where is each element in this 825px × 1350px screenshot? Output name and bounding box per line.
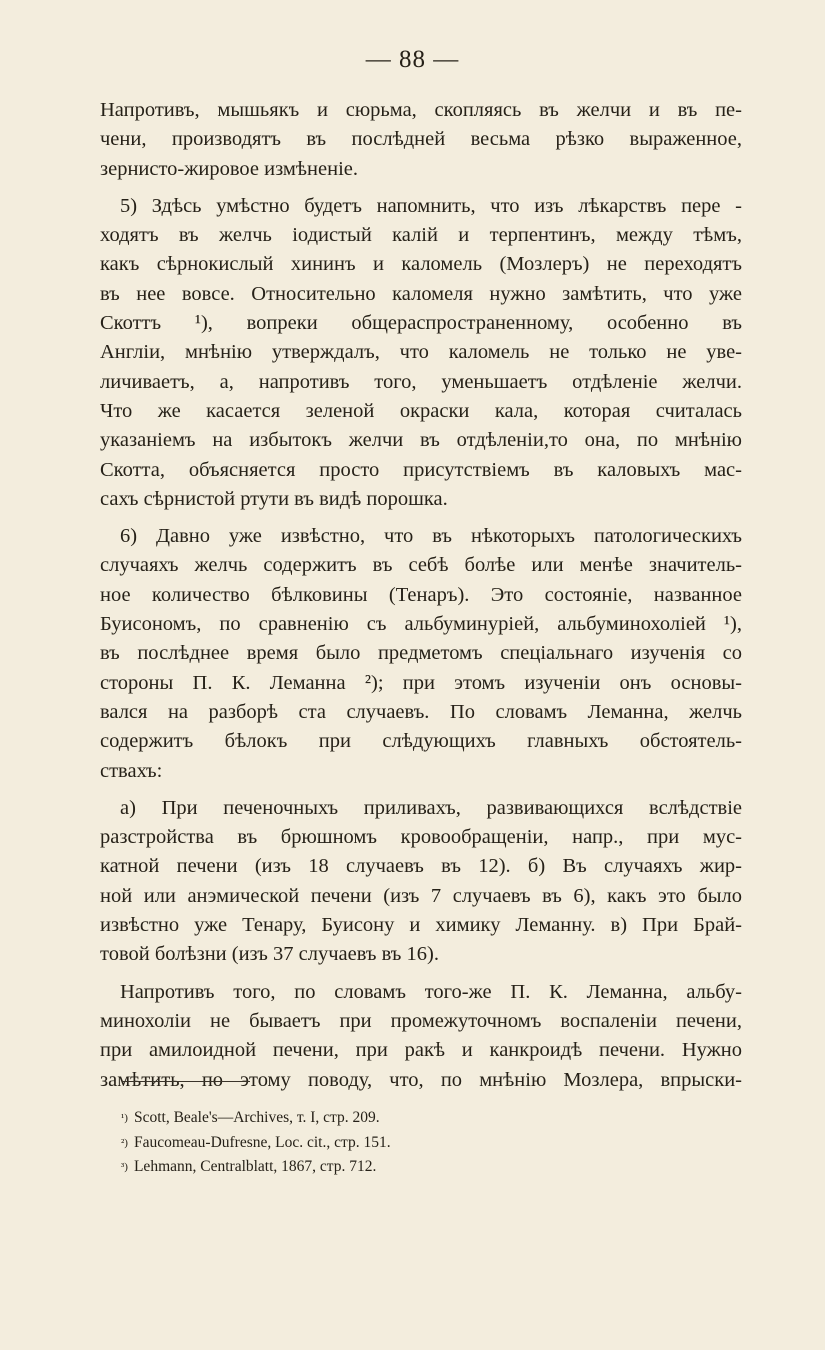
text-line: катной печени (изъ 18 случаевъ въ 12). б) Въ случаяхъ жир- — [100, 855, 742, 878]
footnote-text: Faucomeau-Dufresne, Loc. cit., стр. 151. — [133, 1133, 391, 1151]
text-line: 6) Давно уже извѣстно, что въ нѣкоторыхъ патологическихъ — [120, 525, 742, 548]
text-line: въ нее вовсе. Относительно каломеля нужно замѣтить, что уже — [100, 282, 742, 305]
text-line: извѣстно уже Тенару, Буисону и химику Леманну. в) При Брай- — [100, 914, 742, 937]
footnote-mark: ²) — [121, 1136, 128, 1149]
text-line: случаяхъ желчь содержитъ въ себѣ болѣе или менѣе значитель- — [100, 554, 742, 577]
text-line: сахъ сѣрнистой ртути въ видѣ порошка. — [100, 487, 448, 510]
text-line: Скотта, объясняется просто присутствіемъ въ каловыхъ мас- — [100, 458, 742, 481]
text-line: содержитъ бѣлокъ при слѣдующихъ главныхъ обстоятель- — [100, 730, 742, 753]
text-line: минохоліи не бываетъ при промежуточномъ воспаленіи печени, — [100, 1009, 742, 1032]
text-line: ходятъ въ желчь іодистый калій и терпентинъ, между тѣмъ, — [100, 224, 742, 247]
footnote-mark: ³) — [121, 1161, 128, 1173]
footnote — [121, 1131, 681, 1156]
text-line: замѣтить, по этому поводу, что, по мнѣнію Мозлера, впрыски- — [100, 1068, 742, 1091]
text-line: Что же касается зеленой окраски кала, которая считалась — [100, 399, 742, 422]
text-line: Буисономъ, по сравненію съ альбуминуріей, альбуминохоліей ¹), — [100, 613, 742, 636]
text-line: Напротивъ, мышьякъ и сюрьма, скопляясь въ желчи и въ пе- — [100, 99, 742, 121]
footnote-mark: ¹) — [121, 1112, 128, 1124]
page-number: — 88 — — [365, 46, 460, 73]
text-line: Скоттъ ¹), вопреки общераспространенному, особенно въ — [100, 312, 742, 335]
text-line: чени, производятъ въ послѣдней весьма рѣзко выраженное, — [100, 128, 742, 151]
text-line: указаніемъ на избытокъ желчи въ отдѣленіи,то она, по мнѣнію — [100, 429, 742, 452]
text-line: ствахъ: — [100, 759, 163, 782]
text-line: личиваетъ, а, напротивъ того, уменьшаетъ отдѣленіе желчи. — [100, 370, 742, 393]
text-line: какъ сѣрнокислый хининъ и каломель (Мозлеръ) не переходятъ — [100, 253, 742, 276]
text-line: при амилоидной печени, при ракѣ и канкроидѣ печени. Нужно — [100, 1039, 742, 1062]
text-line: ное количество бѣлковины (Тенаръ). Это состояніе, названное — [100, 583, 742, 606]
footnote — [121, 1155, 681, 1180]
text-line: Англіи, мнѣнію утверждалъ, что каломель не только не уве- — [100, 341, 742, 364]
footnotes — [121, 1106, 681, 1180]
footnote-text: Scott, Beale's—Archives, т. I, стр. 209. — [133, 1109, 380, 1126]
footnote-divider — [122, 1081, 250, 1082]
footnote — [121, 1106, 681, 1131]
text-line: вался на разборѣ ста случаевъ. По словамъ Леманна, желчь — [100, 700, 742, 723]
text-line: а) При печеночныхъ приливахъ, развивающихся вслѣдствіе — [120, 796, 742, 819]
text-line: разстройства въ брюшномъ кровообращеніи, напр., при мус- — [100, 826, 742, 849]
text-line: зернисто-жировое измѣненіе. — [100, 157, 358, 180]
text-line: Напротивъ того, по словамъ того-же П. К. Леманна, альбу- — [120, 980, 742, 1003]
text-line: стороны П. К. Леманна ²); при этомъ изученіи онъ основы- — [100, 671, 742, 694]
footnote-text: Lehmann, Centralblatt, 1867, стр. 712. — [133, 1158, 377, 1175]
body-text — [100, 96, 742, 1095]
text-line: товой болѣзни (изъ 37 случаевъ въ 16). — [100, 943, 439, 966]
text-line: ной или анэмической печени (изъ 7 случаевъ въ 6), какъ это было — [100, 884, 742, 907]
text-line: въ послѣднее время было предметомъ спеціальнаго изученія со — [100, 642, 742, 665]
text-line: 5) Здѣсь умѣстно будетъ напомнить, что изъ лѣкарствъ пере - — [120, 194, 742, 217]
